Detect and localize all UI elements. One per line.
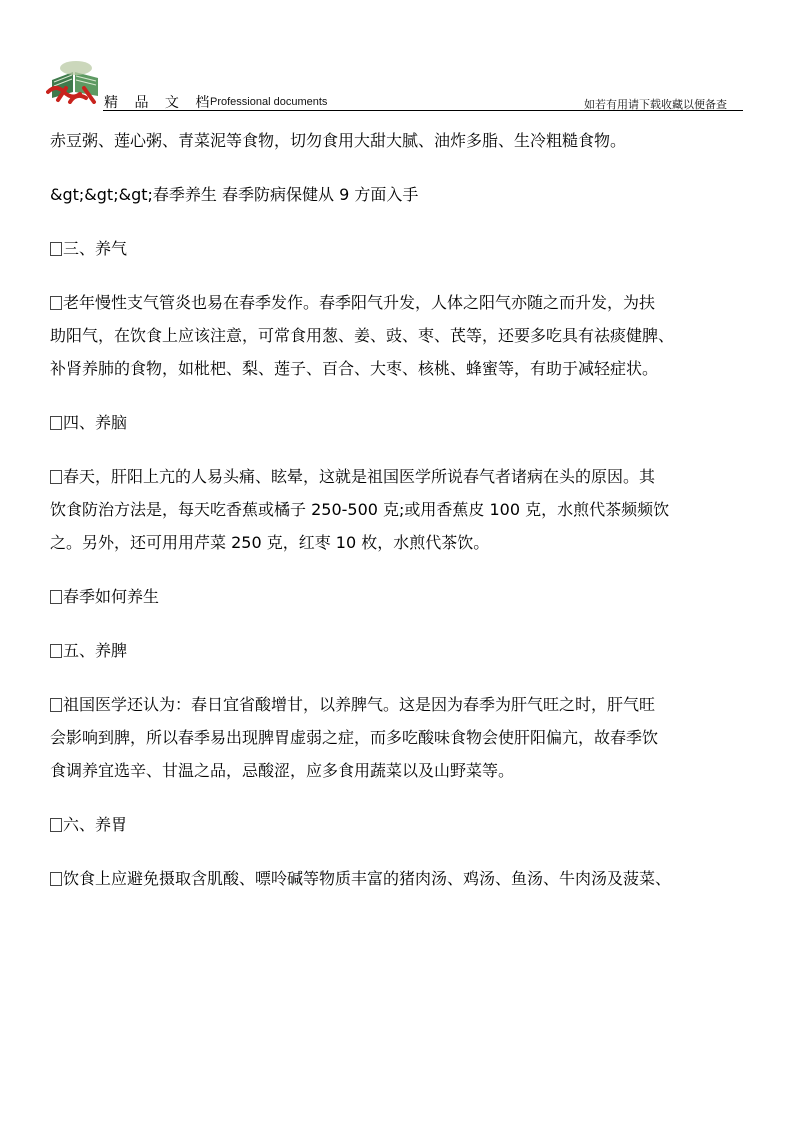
document-body — [50, 124, 770, 895]
placeholder-box-icon — [50, 644, 62, 658]
line-text: 四、养脑 — [63, 413, 128, 432]
text-line — [50, 286, 770, 319]
placeholder-box-icon — [50, 818, 62, 832]
text-line — [50, 526, 770, 559]
text-line — [50, 862, 770, 895]
placeholder-box-icon — [50, 470, 62, 484]
placeholder-box-icon — [50, 416, 62, 430]
text-line — [50, 580, 770, 613]
header-note: 如若有用请下载收藏以便备查 — [584, 98, 727, 111]
paragraph-gap — [50, 385, 770, 406]
text-line — [50, 754, 770, 787]
placeholder-box-icon — [50, 242, 62, 256]
text-line — [50, 688, 770, 721]
line-text: 助阳气，在饮食上应该注意，可常食用葱、姜、豉、枣、芪等，还要多吃具有祛痰健脾、 — [50, 326, 675, 345]
placeholder-box-icon — [50, 698, 62, 712]
text-line — [50, 808, 770, 841]
text-line — [50, 634, 770, 667]
header-divider — [103, 110, 743, 111]
text-line — [50, 178, 770, 211]
text-line — [50, 124, 770, 157]
text-line — [50, 460, 770, 493]
line-text: 赤豆粥、莲心粥、青菜泥等食物，切勿食用大甜大腻、油炸多脂、生冷粗糙食物。 — [50, 131, 627, 150]
line-text: 老年慢性支气管炎也易在春季发作。春季阳气升发，人体之阳气亦随之而升发，为扶 — [63, 293, 656, 312]
placeholder-box-icon — [50, 590, 62, 604]
placeholder-box-icon — [50, 872, 62, 886]
line-text: 祖国医学还认为：春日宜省酸增甘，以养脾气。这是因为春季为肝气旺之时，肝气旺 — [63, 695, 656, 714]
line-text: 饮食上应避免摄取含肌酸、嘌呤碱等物质丰富的猪肉汤、鸡汤、鱼汤、牛肉汤及菠菜、 — [63, 869, 672, 888]
placeholder-box-icon — [50, 296, 62, 310]
line-text: 之。另外，还可用用芹菜 250 克，红枣 10 枚，水煎代茶饮。 — [50, 533, 490, 552]
text-line — [50, 493, 770, 526]
text-line — [50, 232, 770, 265]
paragraph-gap — [50, 841, 770, 862]
paragraph-gap — [50, 613, 770, 634]
text-line — [50, 406, 770, 439]
text-line — [50, 319, 770, 352]
line-text: 五、养脾 — [63, 641, 128, 660]
text-line — [50, 352, 770, 385]
line-text: 三、养气 — [63, 239, 128, 258]
paragraph-gap — [50, 265, 770, 286]
paragraph-gap — [50, 211, 770, 232]
book-logo-icon — [46, 52, 104, 104]
line-text: &gt;&gt;&gt;春季养生 春季防病保健从 9 方面入手 — [50, 185, 419, 204]
line-text: 春天，肝阳上亢的人易头痛、眩晕，这就是祖国医学所说春气者诸病在头的原因。其 — [63, 467, 656, 486]
line-text: 补肾养肺的食物，如枇杷、梨、莲子、百合、大枣、核桃、蜂蜜等，有助于减轻症状。 — [50, 359, 659, 378]
paragraph-gap — [50, 667, 770, 688]
page-header — [0, 0, 794, 115]
brand-title: 精 品 文 档 — [104, 95, 216, 111]
text-line — [50, 721, 770, 754]
line-text: 会影响到脾，所以春季易出现脾胃虚弱之症，而多吃酸味食物会使肝阳偏亢，故春季饮 — [50, 728, 659, 747]
line-text: 春季如何养生 — [63, 587, 160, 606]
brand-subtitle: Professional documents — [210, 96, 328, 108]
paragraph-gap — [50, 559, 770, 580]
paragraph-gap — [50, 787, 770, 808]
line-text: 饮食防治方法是，每天吃香蕉或橘子 250-500 克;或用香蕉皮 100 克，水煎代茶频频饮 — [50, 500, 670, 519]
line-text: 食调养宜选辛、甘温之品，忌酸涩，应多食用蔬菜以及山野菜等。 — [50, 761, 515, 780]
paragraph-gap — [50, 157, 770, 178]
line-text: 六、养胃 — [63, 815, 128, 834]
paragraph-gap — [50, 439, 770, 460]
